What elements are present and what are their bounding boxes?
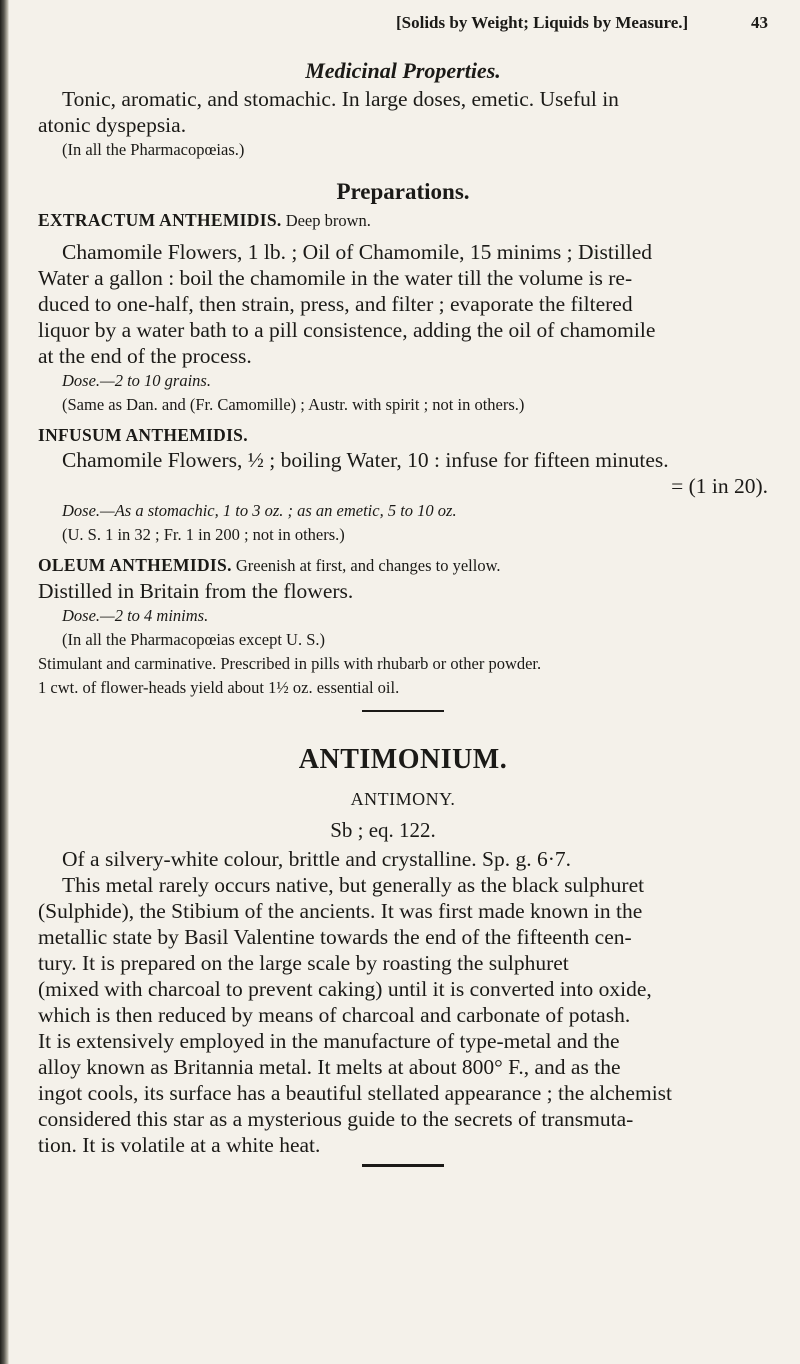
antimony-text-line: alloy known as Britannia metal. It melts at about 800° F., and as the <box>38 1055 621 1079</box>
antimony-text-line: (mixed with charcoal to prevent caking) until it is converted into oxide, <box>38 977 652 1001</box>
medicinal-note: (In all the Pharmacopœias.) <box>62 140 245 159</box>
extractum-line: liquor by a water bath to a pill consistence, adding the oil of chamomile <box>38 318 656 342</box>
antimony-text-line: tion. It is volatile at a white heat. <box>38 1133 321 1157</box>
section-divider <box>362 710 444 712</box>
antimony-text-line: ingot cools, its surface has a beautiful stellated appearance ; the alchemist <box>38 1081 673 1105</box>
medicinal-text-line1: Tonic, aromatic, and stomachic. In large doses, emetic. Useful in <box>62 87 619 111</box>
infusum-name: INFUSUM ANTHEMIDIS. <box>38 425 248 445</box>
page-content <box>38 8 768 1167</box>
infusum-note: (U. S. 1 in 32 ; Fr. 1 in 200 ; not in others.) <box>62 525 345 544</box>
oleum-title-line <box>38 553 768 578</box>
antimony-text-line: This metal rarely occurs native, but generally as the black sulphuret <box>62 873 645 897</box>
extractum-desc: Deep brown. <box>285 211 371 230</box>
running-header <box>38 8 768 38</box>
antimony-formula: Sb ; eq. 122. <box>330 818 436 842</box>
running-title: [Solids by Weight; Liquids by Measure.] <box>396 13 689 32</box>
antimony-subtitle: ANTIMONY. <box>350 789 456 809</box>
extractum-line: at the end of the process. <box>38 344 252 368</box>
antimony-text-line: tury. It is prepared on the large scale by roasting the sulphuret <box>38 951 569 975</box>
extractum-note: (Same as Dan. and (Fr. Camomille) ; Austr. with spirit ; not in others.) <box>62 395 525 414</box>
oleum-extra1: Stimulant and carminative. Prescribed in pills with rhubarb or other powder. <box>38 654 542 673</box>
extractum-line: Chamomile Flowers, 1 lb. ; Oil of Chamomile, 15 minims ; Distilled <box>62 240 653 264</box>
extractum-name: EXTRACTUM ANTHEMIDIS. <box>38 210 282 230</box>
extractum-line: duced to one-half, then strain, press, and filter ; evaporate the filtered <box>38 292 633 316</box>
medicinal-properties-heading: Medicinal Properties. <box>305 58 501 83</box>
antimony-text-line: It is extensively employed in the manufacture of type-metal and the <box>38 1029 620 1053</box>
antimony-text-line: considered this star as a mysterious guide to the secrets of transmuta- <box>38 1107 634 1131</box>
antimony-text-line: (Sulphide), the Stibium of the ancients. It was first made known in the <box>38 899 643 923</box>
page-number: 43 <box>751 13 768 32</box>
oleum-dose: Dose.—2 to 4 minims. <box>62 606 209 625</box>
end-divider <box>362 1164 444 1167</box>
oleum-line1: Distilled in Britain from the flowers. <box>38 579 354 603</box>
infusum-line1: Chamomile Flowers, ½ ; boiling Water, 10 : infuse for fifteen minutes. <box>62 448 669 472</box>
preparations-heading: Preparations. <box>336 179 470 204</box>
extractum-line: Water a gallon : boil the chamomile in the water till the volume is re- <box>38 266 633 290</box>
extractum-title-line <box>38 208 768 233</box>
antimony-line1: Of a silvery-white colour, brittle and crystalline. Sp. g. 6·7. <box>62 847 572 871</box>
extractum-dose: Dose.—2 to 10 grains. <box>62 371 211 390</box>
oleum-extra2: 1 cwt. of flower-heads yield about 1½ oz. essential oil. <box>38 678 400 697</box>
infusum-line2: = (1 in 20). <box>671 474 768 498</box>
oleum-desc: Greenish at first, and changes to yellow. <box>235 556 501 575</box>
page-binding-edge <box>0 0 9 1364</box>
antimonium-title: ANTIMONIUM. <box>298 744 508 775</box>
infusum-dose: Dose.—As a stomachic, 1 to 3 oz. ; as an emetic, 5 to 10 oz. <box>62 501 457 520</box>
antimony-text-line: metallic state by Basil Valentine towards the end of the fifteenth cen- <box>38 925 632 949</box>
oleum-note: (In all the Pharmacopœias except U. S.) <box>62 630 326 649</box>
oleum-name: OLEUM ANTHEMIDIS. <box>38 555 232 575</box>
antimony-text-line: which is then reduced by means of charcoal and carbonate of potash. <box>38 1003 631 1027</box>
medicinal-text-line2: atonic dyspepsia. <box>38 113 187 137</box>
